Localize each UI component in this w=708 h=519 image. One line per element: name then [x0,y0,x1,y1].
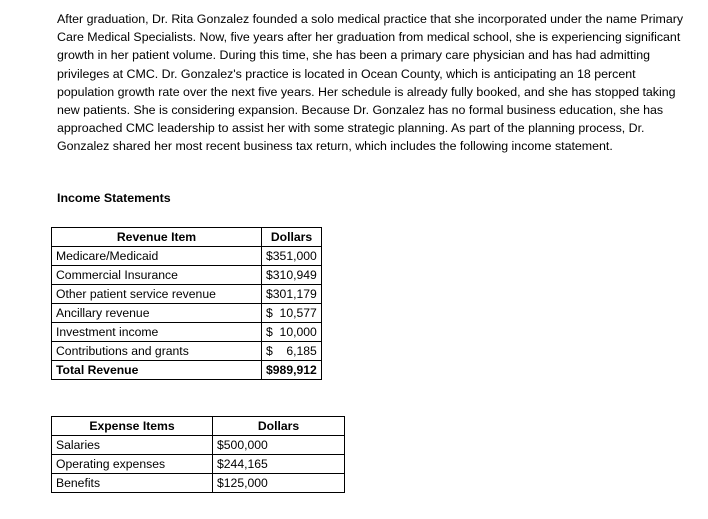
table-row [52,323,322,342]
total-revenue-row [52,361,322,380]
revenue-item-header: Revenue Item [52,228,262,247]
table-row [52,455,345,474]
expense-amount: $500,000 [213,436,345,455]
intro-paragraph: After graduation, Dr. Rita Gonzalez founded a solo medical practice that she incorporated under the name Primary Care Medical Specialists. Now, five years after her graduation from medical school, she is experiencing significant growth in her patient volume. During this time, she has been a primary care physician and has had admitting privileges at CMC. Dr. Gonzalez's practice is located in Ocean County, which is anticipating an 18 percent population growth rate over the next five years. Her schedule is already fully booked, and she has stopped taking new patients. She is considering expansion. Because Dr. Gonzalez has no formal business education, she has approached CMC leadership to assist her with some strategic planning. As part of the planning process, Dr. Gonzalez shared her most recent business tax return, which includes the following income statement. [57,12,684,154]
revenue-item: Investment income [52,323,262,342]
section-title: Income Statements [57,191,171,205]
expense-item: Benefits [52,474,213,493]
revenue-item: Contributions and grants [52,342,262,361]
revenue-amount: $ 10,000 [262,323,322,342]
table-row [52,304,322,323]
revenue-amount: $351,000 [262,247,322,266]
expense-amount: $244,165 [213,455,345,474]
revenue-item: Commercial Insurance [52,266,262,285]
revenue-table [51,227,322,380]
expense-header-row [52,417,345,436]
revenue-dollars-header: Dollars [262,228,322,247]
table-row [52,436,345,455]
expense-item: Operating expenses [52,455,213,474]
revenue-item: Medicare/Medicaid [52,247,262,266]
expense-table [51,416,345,493]
revenue-amount: $ 6,185 [262,342,322,361]
table-row [52,247,322,266]
table-row [52,266,322,285]
table-row [52,342,322,361]
revenue-amount: $ 10,577 [262,304,322,323]
table-row [52,285,322,304]
revenue-amount: $301,179 [262,285,322,304]
total-revenue-label: Total Revenue [52,361,262,380]
total-revenue-amount: $989,912 [262,361,322,380]
revenue-item: Other patient service revenue [52,285,262,304]
expense-item-header: Expense Items [52,417,213,436]
revenue-amount: $310,949 [262,266,322,285]
revenue-item: Ancillary revenue [52,304,262,323]
table-row [52,474,345,493]
expense-dollars-header: Dollars [213,417,345,436]
expense-amount: $125,000 [213,474,345,493]
revenue-header-row [52,228,322,247]
expense-item: Salaries [52,436,213,455]
